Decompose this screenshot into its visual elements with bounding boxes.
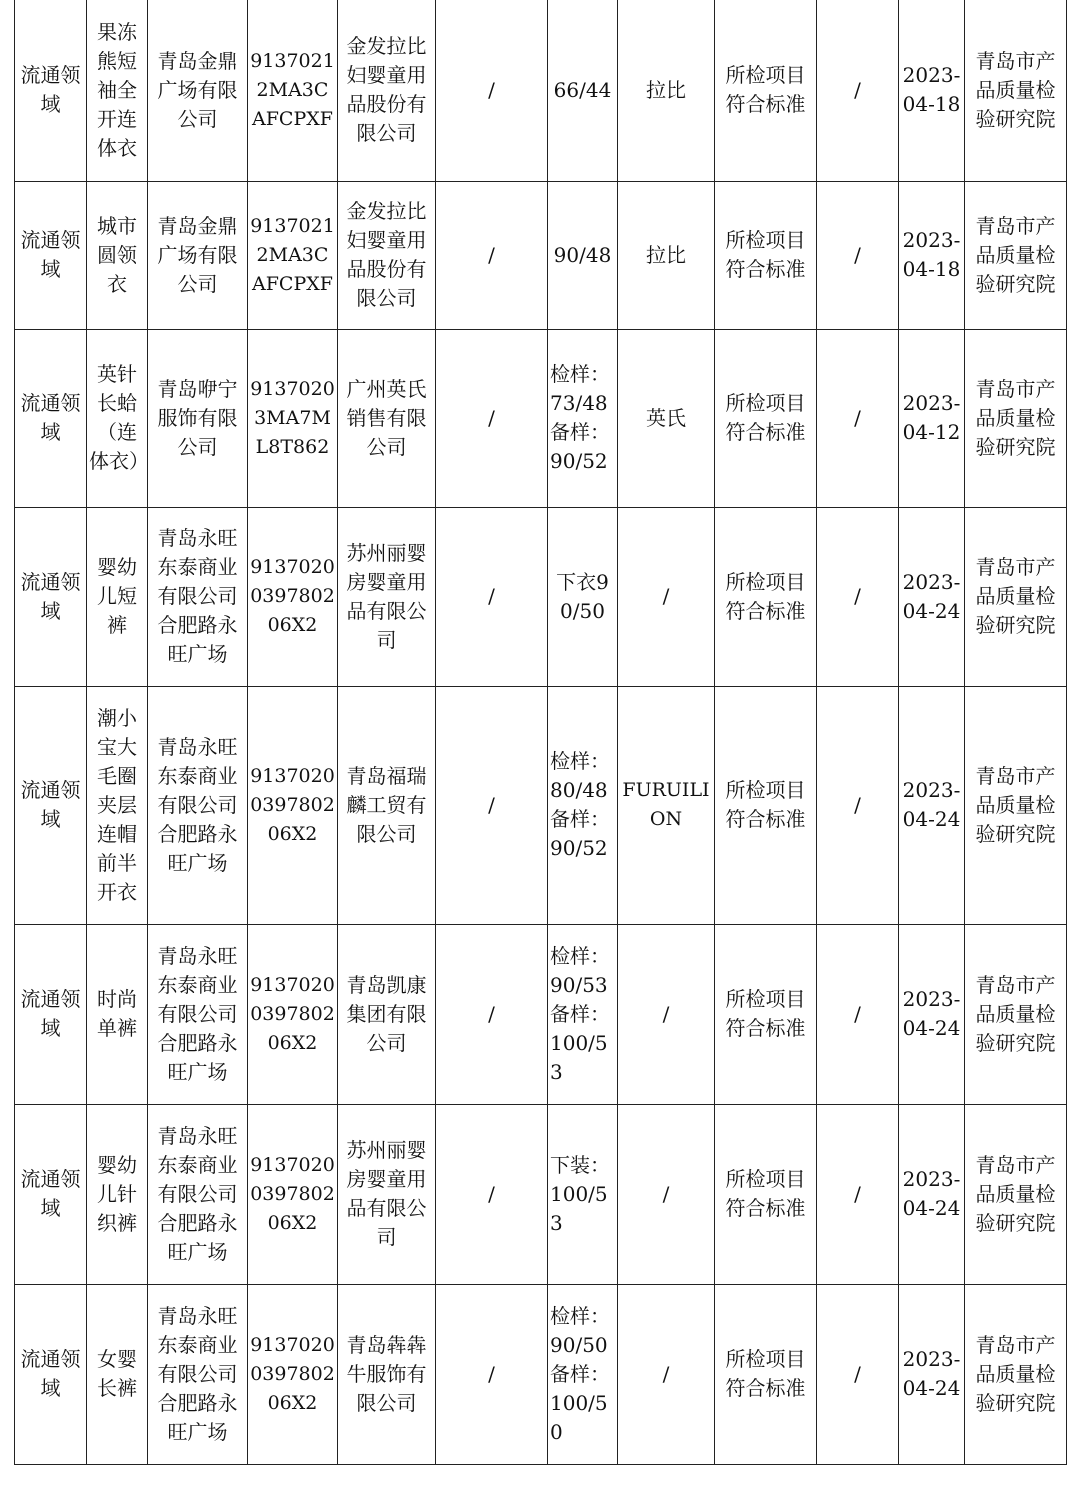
credit-code-cell: 91370200397802 06X2 [248,507,338,686]
manufacturer-address-cell: / [436,1104,548,1284]
seller-cell: 青岛永旺东泰商业有限公司合肥路永旺广场 [148,1284,248,1464]
product-name-cell: 时尚单裤 [87,924,148,1104]
product-name-cell: 英针长蛤（连体衣） [87,329,148,507]
spec-cell: 下装：100/53 [548,1104,618,1284]
spec-cell: 下衣90/50 [548,507,618,686]
seller-cell: 青岛永旺东泰商业有限公司合肥路永旺广场 [148,1104,248,1284]
result-cell: 所检项目符合标准 [715,686,817,924]
table-body [15,0,1067,1464]
agency-cell: 青岛市产品质量检验研究院 [965,686,1067,924]
agency-cell: 青岛市产品质量检验研究院 [965,1284,1067,1464]
table-row [15,181,1067,329]
brand-cell: 拉比 [618,0,715,181]
credit-code-cell: 91370203MA7ML8T862 [248,329,338,507]
seller-cell: 青岛咿宁服饰有限公司 [148,329,248,507]
manufacturer-address-cell: / [436,329,548,507]
field-cell: 流通领域 [15,507,87,686]
product-name-cell: 婴幼儿针织裤 [87,1104,148,1284]
seller-cell: 青岛金鼎广场有限公司 [148,0,248,181]
table-row [15,0,1067,181]
unqualified-items-cell: / [817,1284,899,1464]
agency-cell: 青岛市产品质量检验研究院 [965,181,1067,329]
product-name-cell: 女婴长裤 [87,1284,148,1464]
manufacturer-address-cell: / [436,181,548,329]
agency-cell: 青岛市产品质量检验研究院 [965,0,1067,181]
unqualified-items-cell: / [817,507,899,686]
result-cell: 所检项目符合标准 [715,1284,817,1464]
manufacturer-address-cell: / [436,0,548,181]
unqualified-items-cell: / [817,686,899,924]
credit-code-cell: 91370200397802 06X2 [248,686,338,924]
table-row [15,686,1067,924]
unqualified-items-cell: / [817,0,899,181]
date-cell: 2023-04-18 [899,0,965,181]
unqualified-items-cell: / [817,924,899,1104]
brand-cell: / [618,1104,715,1284]
date-cell: 2023-04-24 [899,507,965,686]
spec-cell: 检样：73/48备样：90/52 [548,329,618,507]
seller-cell: 青岛金鼎广场有限公司 [148,181,248,329]
manufacturer-cell: 广州英氏销售有限公司 [338,329,436,507]
field-cell: 流通领域 [15,686,87,924]
agency-cell: 青岛市产品质量检验研究院 [965,924,1067,1104]
brand-cell: FURUILION [618,686,715,924]
agency-cell: 青岛市产品质量检验研究院 [965,1104,1067,1284]
date-cell: 2023-04-24 [899,1104,965,1284]
table-row [15,1104,1067,1284]
manufacturer-cell: 金发拉比妇婴童用品股份有限公司 [338,181,436,329]
spec-cell: 检样：90/50备样：100/50 [548,1284,618,1464]
seller-cell: 青岛永旺东泰商业有限公司合肥路永旺广场 [148,924,248,1104]
agency-cell: 青岛市产品质量检验研究院 [965,507,1067,686]
agency-cell: 青岛市产品质量检验研究院 [965,329,1067,507]
manufacturer-address-cell: / [436,686,548,924]
result-cell: 所检项目符合标准 [715,181,817,329]
field-cell: 流通领域 [15,1284,87,1464]
unqualified-items-cell: / [817,181,899,329]
product-name-cell: 潮小宝大毛圈夹层连帽前半开衣 [87,686,148,924]
brand-cell: / [618,924,715,1104]
manufacturer-cell: 青岛犇犇牛服饰有限公司 [338,1284,436,1464]
field-cell: 流通领域 [15,329,87,507]
manufacturer-cell: 苏州丽婴房婴童用品有限公司 [338,507,436,686]
manufacturer-cell: 青岛凯康集团有限公司 [338,924,436,1104]
brand-cell: / [618,507,715,686]
product-name-cell: 果冻熊短袖全开连体衣 [87,0,148,181]
result-cell: 所检项目符合标准 [715,507,817,686]
table-row [15,924,1067,1104]
credit-code-cell: 91370200397802 06X2 [248,1104,338,1284]
manufacturer-cell: 金发拉比妇婴童用品股份有限公司 [338,0,436,181]
date-cell: 2023-04-24 [899,1284,965,1464]
field-cell: 流通领域 [15,0,87,181]
product-name-cell: 城市圆领衣 [87,181,148,329]
table-row [15,329,1067,507]
sampling-results-table [14,0,1067,1465]
result-cell: 所检项目符合标准 [715,924,817,1104]
spec-cell: 检样：80/48备样：90/52 [548,686,618,924]
manufacturer-cell: 青岛福瑞麟工贸有限公司 [338,686,436,924]
result-cell: 所检项目符合标准 [715,1104,817,1284]
credit-code-cell: 91370200397802 06X2 [248,924,338,1104]
spec-cell: 检样：90/53备样：100/53 [548,924,618,1104]
unqualified-items-cell: / [817,1104,899,1284]
credit-code-cell: 91370212MA3CAFCPXF [248,181,338,329]
field-cell: 流通领域 [15,1104,87,1284]
brand-cell: / [618,1284,715,1464]
brand-cell: 拉比 [618,181,715,329]
unqualified-items-cell: / [817,329,899,507]
date-cell: 2023-04-18 [899,181,965,329]
date-cell: 2023-04-12 [899,329,965,507]
spec-cell: 90/48 [548,181,618,329]
product-name-cell: 婴幼儿短裤 [87,507,148,686]
manufacturer-address-cell: / [436,1284,548,1464]
manufacturer-address-cell: / [436,507,548,686]
date-cell: 2023-04-24 [899,924,965,1104]
manufacturer-cell: 苏州丽婴房婴童用品有限公司 [338,1104,436,1284]
seller-cell: 青岛永旺东泰商业有限公司合肥路永旺广场 [148,686,248,924]
table-row [15,1284,1067,1464]
credit-code-cell: 91370212MA3CAFCPXF [248,0,338,181]
spec-cell: 66/44 [548,0,618,181]
field-cell: 流通领域 [15,924,87,1104]
seller-cell: 青岛永旺东泰商业有限公司合肥路永旺广场 [148,507,248,686]
result-cell: 所检项目符合标准 [715,0,817,181]
result-cell: 所检项目符合标准 [715,329,817,507]
table-row [15,507,1067,686]
manufacturer-address-cell: / [436,924,548,1104]
field-cell: 流通领域 [15,181,87,329]
credit-code-cell: 91370200397802 06X2 [248,1284,338,1464]
date-cell: 2023-04-24 [899,686,965,924]
brand-cell: 英氏 [618,329,715,507]
